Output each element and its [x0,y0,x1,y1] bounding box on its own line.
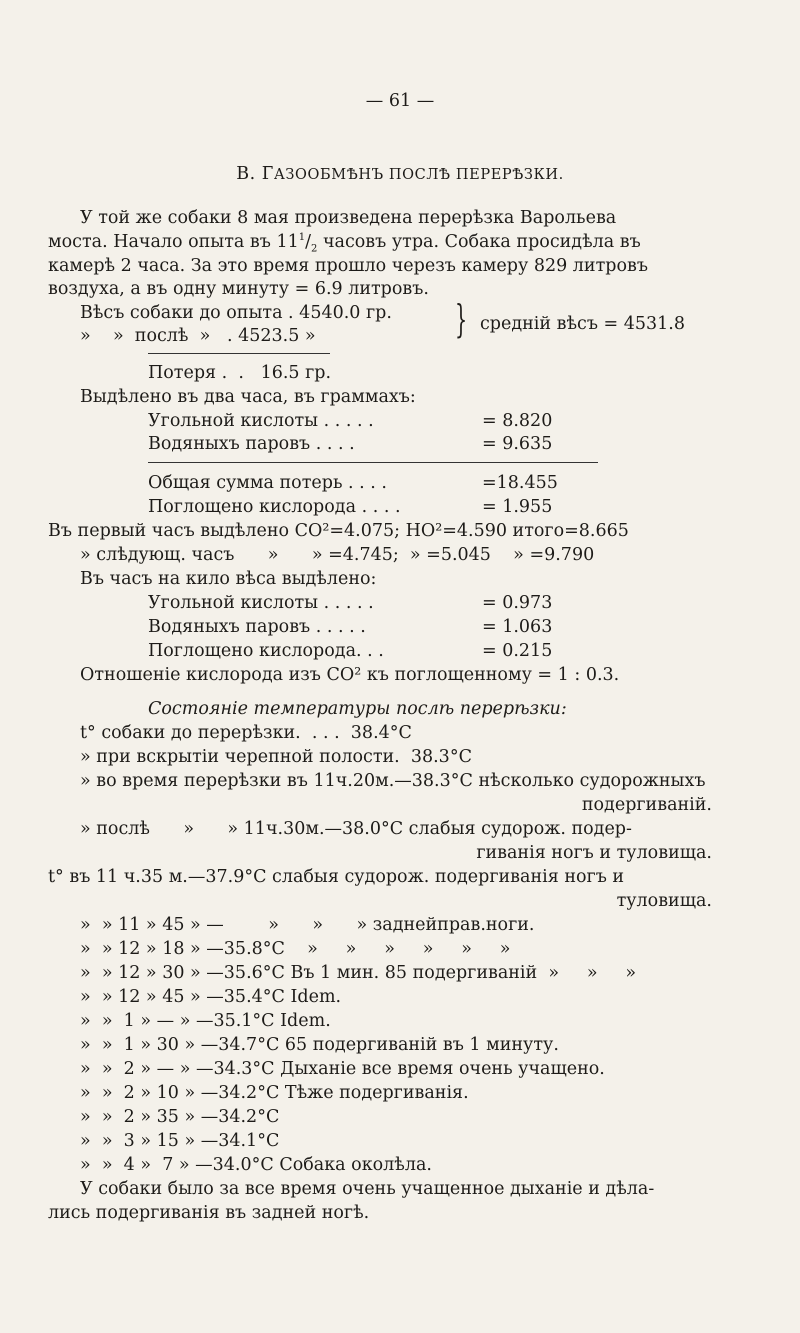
temperature-title: Состояніе температуры послѣ перерѣзки: [148,699,567,719]
per-kilo-water-value: = 1.063 [482,617,553,637]
per-kilo-title: Въ часъ на кило вѣса выдѣлено: [80,569,377,589]
total-loss-label: Общая сумма потерь . . . . [148,473,387,493]
per-kilo-co2-label: Угольной кислоты . . . . . [148,593,374,613]
temp-row-continuation: подергиваній. [581,795,712,815]
temp-row: » » 4 » 7 » —34.0°C Собака околѣла. [80,1155,432,1175]
intro-line-2: моста. Начало опыта въ $11^1/_2$ часовъ утра. Собака просидѣла въ [48,232,641,255]
total-loss-value: =18.455 [482,473,558,493]
closing-line-2: лись подергиванія въ задней ногѣ. [48,1203,370,1223]
weight-before: Вѣсъ собаки до опыта . 4540.0 гр. [80,303,392,323]
fraction-numerator: 1 [298,232,306,244]
temp-row: » » 2 » 10 » —34.2°C Тѣже подергиванія. [80,1083,469,1103]
temp-row: » » 2 » — » —34.3°C Дыханіе все время очень учащено. [80,1059,605,1079]
excreted-title: Выдѣлено въ два часа, въ граммахъ: [80,387,416,407]
per-kilo-oxygen-value: = 0.215 [482,641,553,661]
oxygen-absorbed-label: Поглощено кислорода . . . . [148,497,401,517]
intro-line-1: У той же собаки 8 мая произведена перерѣзка Варольева [80,208,617,228]
divider-line [148,353,330,354]
temp-row: » » 12 » 30 » —35.6°C Въ 1 мин. 85 подергиваній » » » [80,963,637,983]
temp-row: » при вскрытіи черепной полости. 38.3°C [80,747,472,767]
temp-row: » » 3 » 15 » —34.1°C [80,1131,280,1151]
temp-row: » » 11 » 45 » — » » » заднейправ.ноги. [80,915,535,935]
divider-line [148,462,598,463]
per-kilo-water-label: Водяныхъ паровъ . . . . . [148,617,366,637]
temp-row: » » 12 » 18 » —35.8°C » » » » » » [80,939,511,959]
intro-line-4: воздуха, а въ одну минуту = 6.9 литровъ. [48,279,429,299]
temp-row-continuation: гиванія ногъ и туловища. [476,843,712,863]
oxygen-absorbed-value: = 1.955 [482,497,553,517]
temp-row-continuation: туловища. [616,891,712,911]
brace-icon: } [455,297,468,341]
section-letter: B. [236,164,256,184]
section-heading [0,163,800,186]
excreted-co2-label: Угольной кислоты . . . . . [148,411,374,431]
weight-average: средній вѣсъ = 4531.8 [480,314,685,334]
per-kilo-co2-value: = 0.973 [482,593,553,613]
closing-line-1: У собаки было за все время очень учащенное дыханіе и дѣла- [80,1179,655,1199]
temp-row: t° собаки до перерѣзки. . . . 38.4°C [80,723,412,743]
temp-row: t° въ 11 ч.35 м.—37.9°C слабыя судорож. подергиванія ногъ и [48,867,625,887]
temp-row: » во время перерѣзки въ 11ч.20м.—38.3°C нѣсколько судорожныхъ [80,771,706,791]
page-number: — 61 — [365,91,435,111]
weight-after: » » послѣ » . 4523.5 » [80,326,316,346]
temp-row: » послѣ » » 11ч.30м.—38.0°C слабыя судорож. подер- [80,819,632,839]
excreted-water-value: = 9.635 [482,434,553,454]
section-title-cap: Г [261,164,274,184]
temp-row: » » 1 » 30 » —34.7°C 65 подергиваній въ 1 минуту. [80,1035,559,1055]
excreted-co2-value: = 8.820 [482,411,553,431]
fraction-denominator: 2 [311,243,318,255]
temp-row: » » 2 » 35 » —34.2°C [80,1107,280,1127]
weight-loss: Потеря . . 16.5 гр. [148,363,332,383]
temp-row: » » 12 » 45 » —35.4°C Idem. [80,987,342,1007]
hourly-line-1: Въ первый часъ выдѣлено CO²=4.075; HO²=4.590 итого=8.665 [48,521,629,541]
intro-line-3: камерѣ 2 часа. За это время прошло черезъ камеру 829 литровъ [48,256,648,276]
excreted-water-label: Водяныхъ паровъ . . . . [148,434,355,454]
ratio-line: Отношеніе кислорода изъ CO² къ поглощенному = 1 : 0.3. [80,665,620,685]
section-title-rest: АЗООБМѢНЪ ПОСЛѢ ПЕРЕРѢЗКИ. [273,167,564,183]
per-kilo-oxygen-label: Поглощено кислорода. . . [148,641,384,661]
temp-row: » » 1 » — » —35.1°C Idem. [80,1011,331,1031]
hourly-line-2: » слѣдующ. часъ » » =4.745; » =5.045 » =9.790 [80,545,595,565]
